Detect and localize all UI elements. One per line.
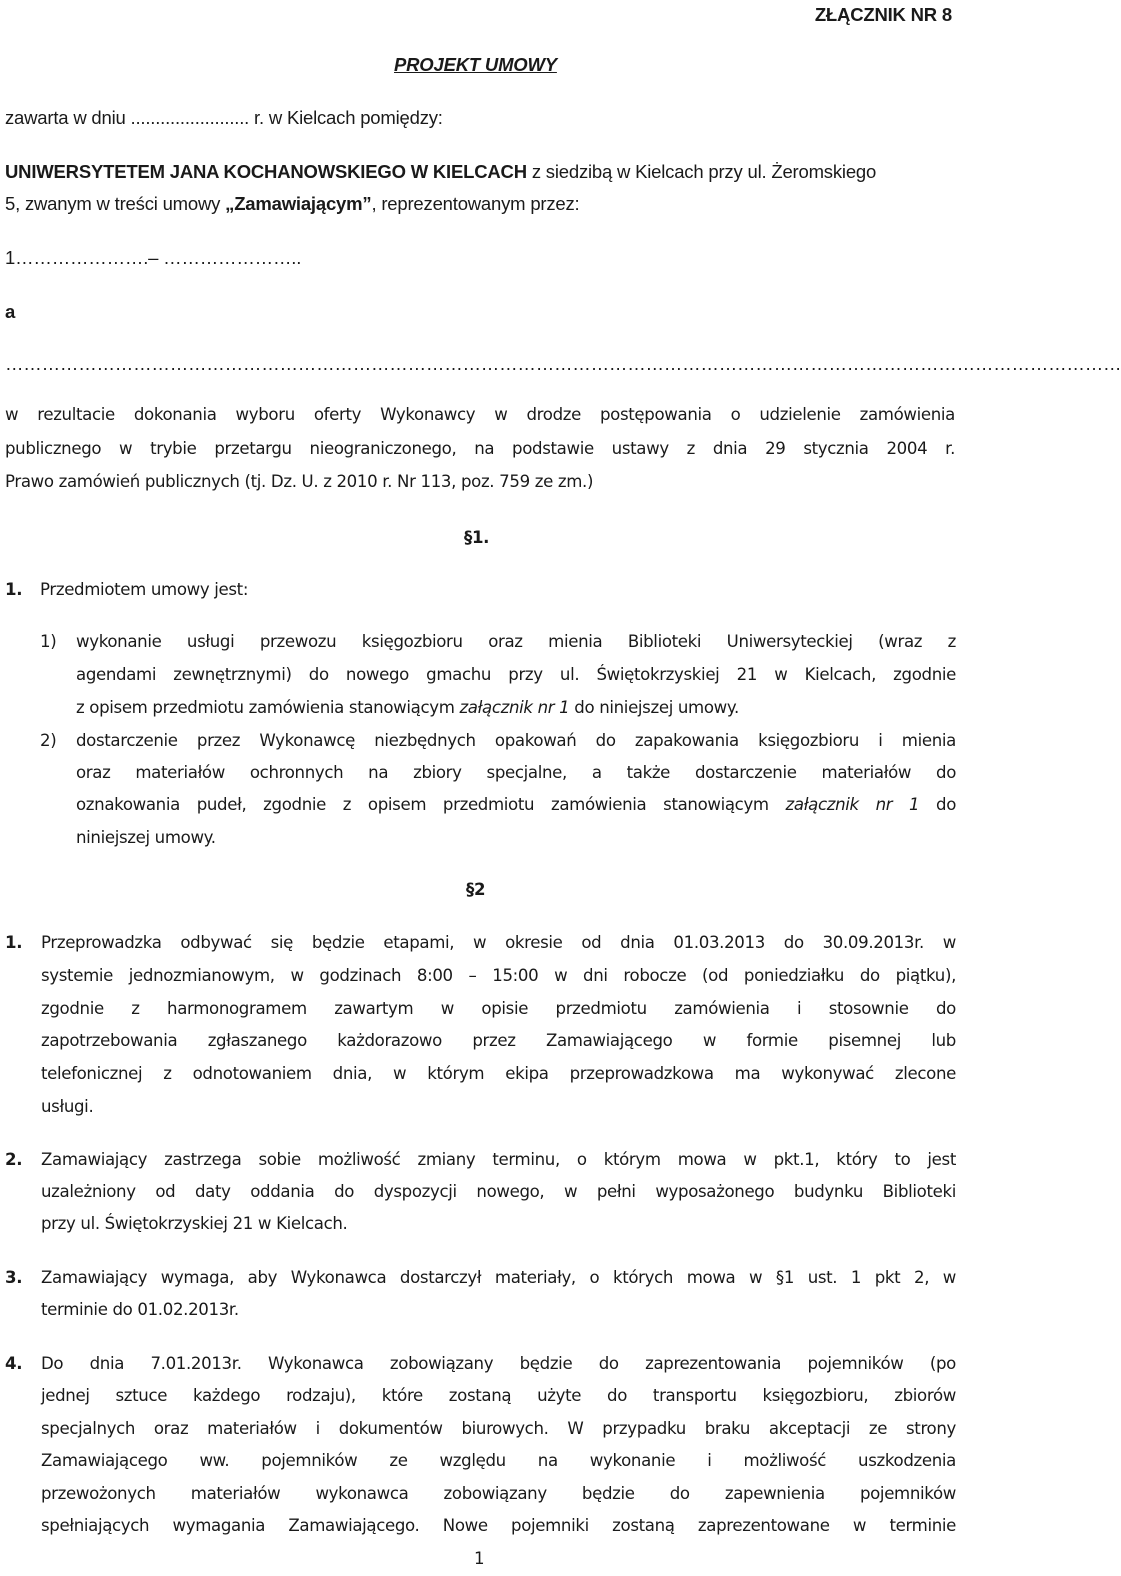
- s1-point-1-text: Przedmiotem umowy jest:: [40, 580, 249, 599]
- s2-point-2-line-2: uzależniony od daty oddania do dyspozycji nowego, w pełni wyposażonego budynku Biblioteki: [41, 1182, 956, 1201]
- s2-point-1-line-2: systemie jednozmianowym, w godzinach 8:00 – 15:00 w dni robocze (od poniedziałku do piątku),: [41, 966, 956, 985]
- party1-line2-end: , reprezentowanym przez:: [371, 193, 580, 214]
- s2-point-1-line-6: usługi.: [41, 1097, 94, 1116]
- page-number: 1: [474, 1549, 485, 1568]
- s2-point-1-line-1: Przeprowadzka odbywać się będzie etapami, w okresie od dnia 01.03.2013 do 30.09.2013r. w: [41, 933, 956, 952]
- s1-item-1-line-3-end: do niniejszej umowy.: [569, 698, 739, 717]
- s2-point-2-line-1: Zamawiający zastrzega sobie możliwość zmiany terminu, o którym mowa w pkt.1, który to jest: [41, 1150, 956, 1169]
- basis-line-1: w rezultacie dokonania wyboru oferty Wykonawcy w drodze postępowania o udzielenie zamówienia: [5, 405, 955, 424]
- attachment-label: ZŁĄCZNIK NR 8: [814, 4, 952, 25]
- s2-point-2-line-3: przy ul. Świętokrzyskiej 21 w Kielcach.: [41, 1214, 348, 1233]
- party1-alias: „Zamawiającym”: [225, 193, 372, 214]
- s2-point-3-line-2: terminie do 01.02.2013r.: [41, 1300, 239, 1319]
- s1-item-2-line-3-text: oznakowania pudeł, zgodnie z opisem przedmiotu zamówienia stanowiącym: [76, 795, 786, 814]
- s2-point-1-line-5: telefonicznej z odnotowaniem dnia, w którym ekipa przeprowadzkowa ma wykonywać zlecone: [41, 1064, 956, 1083]
- s2-point-2-number: 2.: [5, 1150, 23, 1169]
- s2-point-4-line-1: Do dnia 7.01.2013r. Wykonawca zobowiązany będzie do zaprezentowania pojemników (po: [41, 1354, 956, 1373]
- s1-item-2-line-3-end: do: [919, 795, 956, 814]
- party1-line2: [5, 193, 580, 215]
- s1-item-2-line-2: oraz materiałów ochronnych na zbiory specjalne, a także dostarczenie materiałów do: [76, 763, 956, 782]
- s2-point-4-line-3: specjalnych oraz materiałów i dokumentów biurowych. W przypadku braku akceptacji ze strony: [41, 1419, 956, 1438]
- s1-point-1-number: 1.: [5, 580, 23, 599]
- s2-point-4-line-2: jednej sztuce każdego rodzaju), które zostaną użyte do transportu księgozbioru, zbiorów: [41, 1386, 956, 1405]
- section-1-heading: §1.: [464, 528, 490, 547]
- basis-line-3: Prawo zamówień publicznych (tj. Dz. U. z 2010 r. Nr 113, poz. 759 ze zm.): [5, 472, 594, 491]
- s2-point-3-line-1: Zamawiający wymaga, aby Wykonawca dostarczył materiały, o których mowa w §1 ust. 1 pkt 2, w: [41, 1268, 956, 1287]
- contractor-dots-line: …………………………………………………………………………………………………………………………………………………………………: [5, 353, 1121, 374]
- s1-item-1-number: 1): [40, 632, 57, 651]
- representative-line: 1………………….– …………………..: [5, 247, 302, 268]
- s1-item-1-line-1: wykonanie usługi przewozu księgozbioru oraz mienia Biblioteki Uniwersyteckiej (wraz z: [76, 632, 956, 651]
- and-word: a: [5, 301, 16, 322]
- document-title: PROJEKT UMOWY: [394, 54, 557, 75]
- party1-address: z siedzibą w Kielcach przy ul. Żeromskiego: [526, 161, 877, 182]
- s2-point-4-line-6: spełniających wymagania Zamawiającego. Nowe pojemniki zostaną zaprezentowane w terminie: [41, 1516, 956, 1535]
- basis-line-2: publicznego w trybie przetargu nieograniczonego, na podstawie ustawy z dnia 29 stycznia 2004 r.: [5, 439, 955, 458]
- s2-point-1-line-4: zapotrzebowania zgłaszanego każdorazowo przez Zamawiającego w formie pisemnej lub: [41, 1031, 956, 1050]
- section-2-heading: §2: [466, 880, 486, 899]
- party1-name: UNIWERSYTETEM JANA KOCHANOWSKIEGO W KIELCACH: [5, 161, 527, 182]
- s2-point-4-number: 4.: [5, 1354, 23, 1373]
- party1-line2-text: 5, zwanym w treści umowy: [5, 193, 226, 214]
- s1-item-2-line-4: niniejszej umowy.: [76, 828, 216, 847]
- attachment-reference: załącznik nr 1: [459, 698, 570, 717]
- attachment-reference: załącznik nr 1: [785, 795, 920, 814]
- s1-item-1-line-3: [76, 698, 739, 717]
- s1-item-2-line-3: [76, 795, 956, 814]
- s2-point-4-line-5: przewożonych materiałów wykonawca zobowiązany będzie do zapewnienia pojemników: [41, 1484, 956, 1503]
- party1-line1: [5, 161, 876, 183]
- s1-item-2-number: 2): [40, 731, 57, 750]
- s2-point-3-number: 3.: [5, 1268, 23, 1287]
- contract-date-line: zawarta w dniu ........................ r. w Kielcach pomiędzy:: [5, 107, 443, 128]
- s1-item-1-line-3-text: z opisem przedmiotu zamówienia stanowiącym: [76, 698, 460, 717]
- s2-point-1-line-3: zgodnie z harmonogramem zawartym w opisie przedmiotu zamówienia i stosownie do: [41, 999, 956, 1018]
- s1-item-1-line-2: agendami zewnętrznymi) do nowego gmachu przy ul. Świętokrzyskiej 21 w Kielcach, zgodnie: [76, 665, 956, 684]
- s2-point-1-number: 1.: [5, 933, 23, 952]
- s1-item-2-line-1: dostarczenie przez Wykonawcę niezbędnych opakowań do zapakowania księgozbioru i mienia: [76, 731, 956, 750]
- s2-point-4-line-4: Zamawiającego ww. pojemników ze względu na wykonanie i możliwość uszkodzenia: [41, 1451, 956, 1470]
